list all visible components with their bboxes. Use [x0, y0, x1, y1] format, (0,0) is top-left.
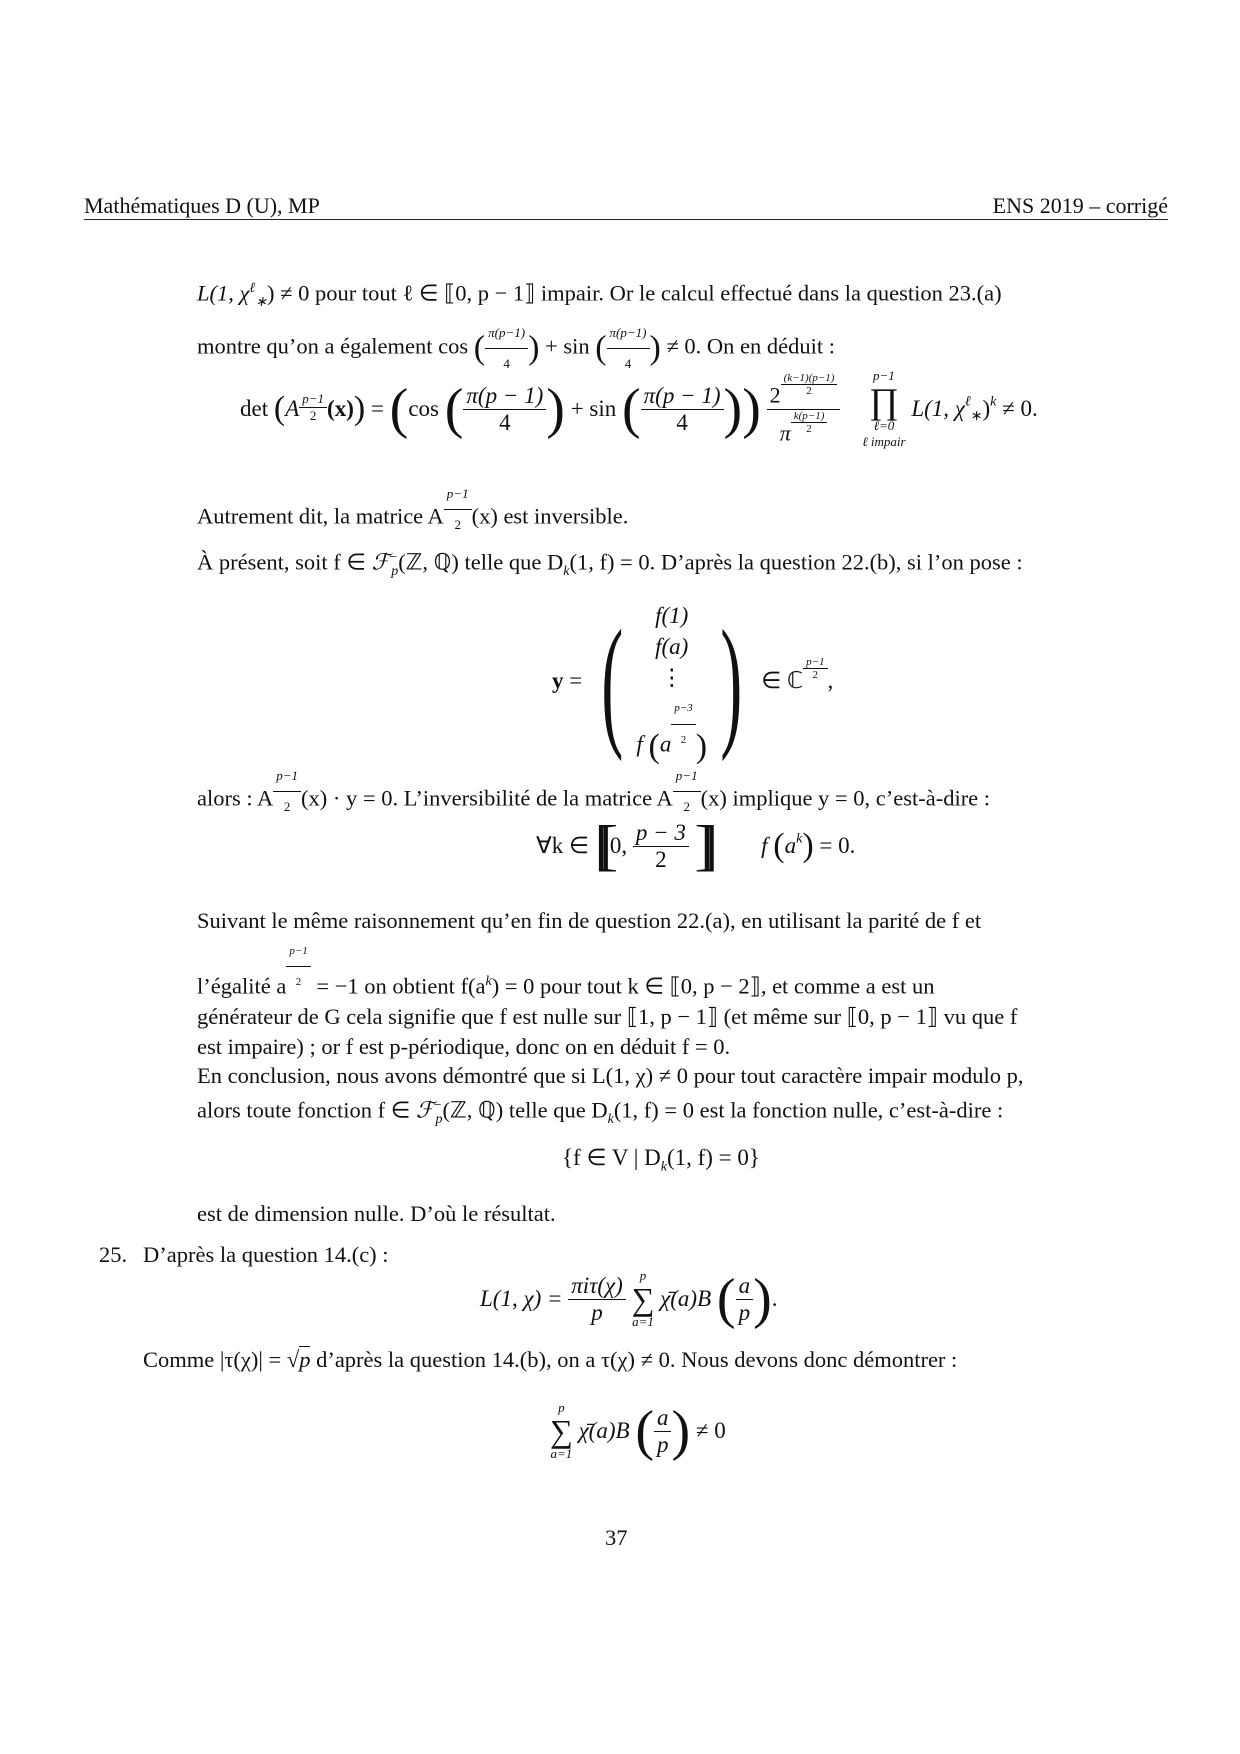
equation-forall-k: ∀k ∈ [[ 0, $\frac{p - 3}{2}$ ]], f $(a^k) = 0$. [536, 815, 856, 877]
paragraph-5-line-4: est impaire) ; or f est p-périodique, donc on en déduit f = 0. [197, 1033, 731, 1059]
paragraph-5 [197, 906, 1168, 1062]
paragraph-1 [197, 274, 1168, 379]
paragraph-6-line-2: alors toute fonction f ∈ ℱ−$_p$(ℤ, ℚ) telle que $D_k(1$, f) = 0 est la fonction nulle, c’est-à-dire : [197, 1097, 1004, 1127]
running-header-left: Mathématiques D (U), MP [84, 193, 320, 218]
paragraph-4: alors : A $\frac{p-1}{2}$ (x) · y = 0. L’inversibilité de la matrice A $\frac{p-1}{2}$ (x) implique y = 0, c’est-à-dire : [197, 761, 990, 822]
paragraph-7: est de dimension nulle. D’où le résultat. [197, 1201, 556, 1226]
paragraph-6-line-1: En conclusion, nous avons démontré que si L(1, χ) ≠ 0 pour tout caractère impair modulo p, [197, 1063, 1024, 1088]
question-25-number: 25. [99, 1242, 128, 1267]
equation-sum-nonzero: p ∑ a=1 χ̄(a)B ( $\frac{a}{p}$ ) ≠ 0 [550, 1400, 726, 1462]
paragraph-3: À présent, soit f ∈ ℱ−$_p$(ℤ, ℚ) telle que $D_k(1$, f) = 0. D’après la question 22.(b), si l’on pose : [197, 549, 1023, 579]
paragraph-1-line-1: L(1, $\chi^\ell_∗) \ne 0$ pour tout ℓ ∈ ⟦0, p − 1⟧ impair. Or le calcul effectué dans la question 23.(a) [197, 280, 1002, 310]
paragraph-5-line-2: l’égalité a $\frac{p-1}{2}$ = −1 on obtient $f(a^k) = 0$ pour tout k ∈ ⟦0, p − 2⟧, et comme a est un [197, 945, 935, 999]
paragraph-5-line-3: générateur de G cela signifie que f est nulle sur ⟦1, p − 1⟧ (et même sur ⟦0, p − 1⟧ vu que f [197, 1003, 1018, 1029]
header-rule [84, 219, 1168, 220]
equation-determinant: det (A $\frac{p-1}{2}$ (x)) = (cos ( $\frac{\pi(p - 1)}{4}$ ) + sin ( $\frac{\pi(p - 1)}{4}$ )) 2 $\frac{(k-1)(p-1)}{2}$ π $\frac{k(p-1)}{2}$ p−1 ∏ ℓ=0 ℓ impair L(1, $\chi^\ell_∗)^k \ne 0$. [240, 368, 1038, 449]
paragraph-2: Autrement dit, la matrice A $\frac{p-1}{2}$ (x) est inversible. [197, 479, 628, 540]
equation-L-chi: L(1, χ) = $\frac{\text{πiτ(χ)}}{p}$ p ∑ a=1 χ̄(a)B ( $\frac{a}{p}$ ). [480, 1268, 778, 1330]
paragraph-6 [197, 1061, 1168, 1135]
paragraph-1-line-2: montre qu’on a également cos ( $\frac{\pi(p-1)}{4}$ ) + sin ( $\frac{\pi(p-1)}{4}$ ) ≠ 0. On en déduit : [197, 318, 1168, 379]
page-number: 37 [605, 1525, 628, 1550]
equation-kernel-set: {f ∈ V | $D_k(1$, f) = 0} [562, 1145, 760, 1175]
question-25-text: D’après la question 14.(c) : [143, 1242, 389, 1267]
equation-vector-y: y = ( f(1) f(a) ⋮ f (a $\frac{p-3}{2}$ ) ) ∈ ℂ $\frac{p-1}{2}$ , [552, 599, 834, 765]
paragraph-5-line-1: Suivant le même raisonnement qu’en fin de question 22.(a), en utilisant la parité de f et [197, 908, 982, 933]
paragraph-8: Comme |τ(χ)| = √p d’après la question 14.(b), on a τ(χ) ≠ 0. Nous devons donc démontrer : [143, 1347, 958, 1372]
running-header-right: ENS 2019 – corrigé [992, 193, 1168, 218]
